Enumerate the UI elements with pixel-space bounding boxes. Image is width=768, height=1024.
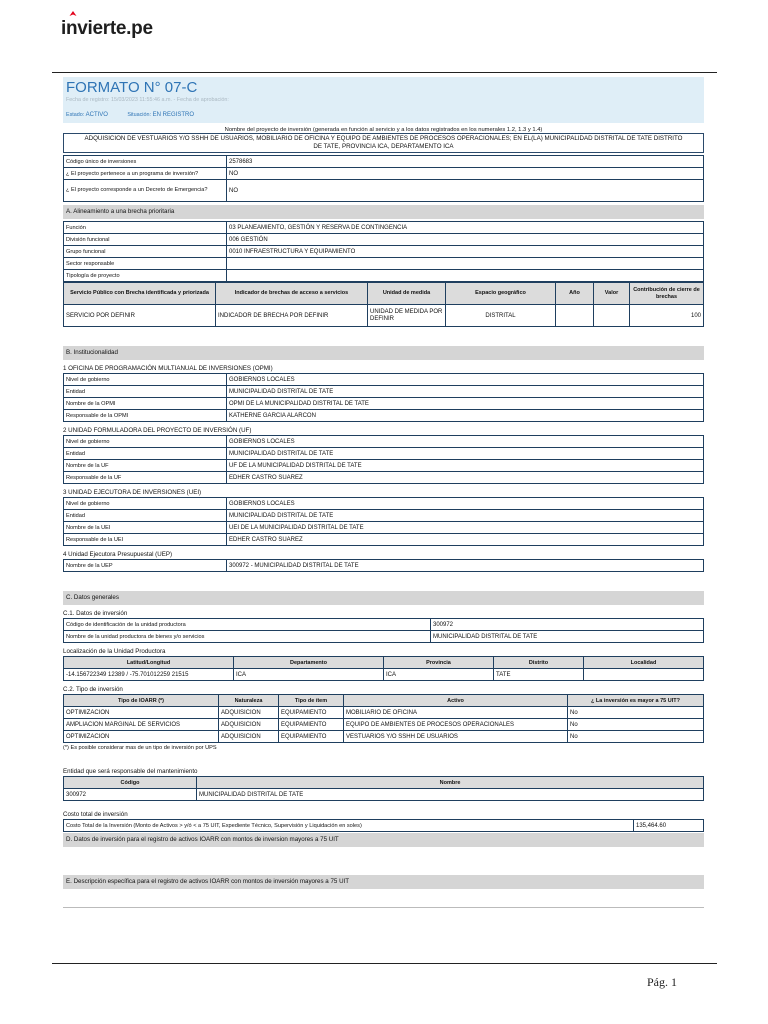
section-b-title: B. Institucionalidad bbox=[63, 346, 704, 360]
header-rule bbox=[52, 72, 717, 73]
table-row: Código único de inversiones 2578683 bbox=[64, 156, 704, 168]
tipo-inversion-note: (*) Es posible considerar mas de un tipo de inversión por UPS bbox=[63, 745, 217, 751]
logo-arrow-icon bbox=[69, 11, 77, 19]
section-e-title: E. Descripción específica para el registro de activos IOARR con montos de inversión mayores a 75 UIT bbox=[63, 875, 704, 889]
mantenimiento-title: Entidad que será responsable del mantenimiento bbox=[63, 768, 198, 775]
form-header bbox=[63, 77, 704, 123]
table-row: Nombre de la UF UF DE LA MUNICIPALIDAD DISTRITAL DE TATE bbox=[64, 460, 704, 472]
uei-title: 3 UNIDAD EJECUTORA DE INVERSIONES (UEI) bbox=[63, 489, 202, 496]
opmi-table bbox=[63, 373, 704, 422]
table-row: Nombre de la UEI UEI DE LA MUNICIPALIDAD DISTRITAL DE TATE bbox=[64, 522, 704, 534]
table-row: AMPLIACION MARGINAL DE SERVICIOS ADQUISICION EQUIPAMIENTO EQUIPO DE AMBIENTES DE PROCESOS OPERACIONALES No bbox=[64, 719, 704, 731]
table-row: Función 03 PLANEAMIENTO, GESTIÓN Y RESERVA DE CONTINGENCIA bbox=[64, 222, 704, 234]
costo-title: Costo total de inversión bbox=[63, 811, 128, 818]
table-row: Responsable de la UEI EDHER CASTRO SUAREZ bbox=[64, 534, 704, 546]
brecha-table bbox=[63, 282, 704, 327]
table-row: Responsable de la UF EDHER CASTRO SUAREZ bbox=[64, 472, 704, 484]
estado-value: ACTIVO bbox=[85, 112, 108, 118]
c2-title: C.2. Tipo de inversión bbox=[63, 686, 123, 693]
uf-title: 2 UNIDAD FORMULADORA DEL PROYECTO DE INVERSIÓN (UF) bbox=[63, 427, 252, 434]
alineamiento-table bbox=[63, 221, 704, 282]
table-row: ¿ El proyecto corresponde a un Decreto de Emergencia? NO bbox=[64, 180, 704, 202]
costo-table bbox=[63, 819, 704, 832]
table-row: 300972 MUNICIPALIDAD DISTRITAL DE TATE bbox=[64, 789, 704, 801]
project-heading: Nombre del proyecto de inversión (generada en función al servicio y a los datos registrados en los numerales 1.2, 1.3 y 1.4) bbox=[224, 127, 543, 133]
project-name: ADQUISICION DE VESTUARIOS Y/O SSHH DE USUARIOS, MOBILIARIO DE OFICINA Y EQUIPO DE AMBIENTES DE PROCESOS OPERACIONALES; EN EL(LA) MUNICIPALIDAD DISTRITAL DE TATE DISTRITO DE TATE, PROVINCIA ICA, DEPARTAMENTO ICA bbox=[63, 133, 704, 153]
logo-text: invierte.pe bbox=[61, 18, 153, 39]
table-row: Entidad MUNICIPALIDAD DISTRITAL DE TATE bbox=[64, 448, 704, 460]
estado-label: Estado: bbox=[66, 112, 85, 118]
uep-title: 4 Unidad Ejecutora Presupuestal (UEP) bbox=[63, 551, 173, 558]
localizacion-title: Localización de la Unidad Productora bbox=[63, 648, 166, 655]
table-row: Nombre de la unidad productora de bienes y/o servicios MUNICIPALIDAD DISTRITAL DE TATE bbox=[64, 631, 704, 643]
table-row: Tipología de proyecto bbox=[64, 270, 704, 282]
mantenimiento-table bbox=[63, 776, 704, 801]
table-row: Sector responsable bbox=[64, 258, 704, 270]
table-row: Nivel de gobierno GOBIERNOS LOCALES bbox=[64, 374, 704, 386]
c1-table bbox=[63, 618, 704, 643]
table-row: Nombre de la UEP 300972 - MUNICIPALIDAD DISTRITAL DE TATE bbox=[64, 560, 704, 572]
table-row: Código de identificación de la unidad productora 300972 bbox=[64, 619, 704, 631]
table-row: Nivel de gobierno GOBIERNOS LOCALES bbox=[64, 498, 704, 510]
uf-table bbox=[63, 435, 704, 484]
table-row: Responsable de la OPMI KATHERNE GARCIA ALARCON bbox=[64, 410, 704, 422]
table-header-row: Código Nombre bbox=[64, 777, 704, 789]
general-table bbox=[63, 155, 704, 202]
table-row: Grupo funcional 0010 INFRAESTRUCTURA Y EQUIPAMIENTO bbox=[64, 246, 704, 258]
situacion-value: EN REGISTRO bbox=[152, 112, 195, 118]
section-a-title: A. Alineamiento a una brecha prioritaria bbox=[63, 205, 704, 219]
table-row: Nombre de la OPMI OPMI DE LA MUNICIPALIDAD DISTRITAL DE TATE bbox=[64, 398, 704, 410]
invierte-logo bbox=[61, 18, 153, 40]
document-body bbox=[63, 77, 704, 908]
opmi-title: 1 OFICINA DE PROGRAMACIÓN MULTIANUAL DE INVERSIONES (OPMI) bbox=[63, 365, 273, 372]
costo-total-value: 135,464.60 bbox=[634, 820, 704, 832]
uep-table bbox=[63, 559, 704, 572]
section-divider bbox=[63, 907, 704, 908]
section-c-title: C. Datos generales bbox=[63, 591, 704, 605]
table-row: Costo Total de la Inversión (Monto de Activos > y/ó < a 75 UIT, Expediente Técnico, Supervisión y Liquidación en soles) 135,464.60 bbox=[64, 820, 704, 832]
table-header-row: Latitud/Longitud Departamento Provincia Distrito Localidad bbox=[64, 657, 704, 669]
table-row: Nivel de gobierno GOBIERNOS LOCALES bbox=[64, 436, 704, 448]
page-number: Pág. 1 bbox=[647, 975, 677, 989]
status-line bbox=[66, 112, 701, 118]
situacion-label: Situación: bbox=[127, 112, 151, 118]
table-header-row: Servicio Público con Brecha identificada y priorizada Indicador de brechas de acceso a servicios Unidad de medida Espacio geográfico Año Valor Contribución de cierre de brechas bbox=[64, 283, 704, 305]
table-row: OPTIMIZACION ADQUISICION EQUIPAMIENTO VESTUARIOS Y/O SSHH DE USUARIOS No bbox=[64, 731, 704, 743]
registration-date: Fecha de registro: 15/03/2023 11:55:46 a.m. - Fecha de aprobación: bbox=[66, 97, 229, 103]
tipo-inversion-table bbox=[63, 694, 704, 743]
localizacion-table bbox=[63, 656, 704, 681]
form-title: FORMATO N° 07-C bbox=[66, 79, 198, 96]
table-row: Entidad MUNICIPALIDAD DISTRITAL DE TATE bbox=[64, 386, 704, 398]
table-row: División funcional 006 GESTIÓN bbox=[64, 234, 704, 246]
table-row: Entidad MUNICIPALIDAD DISTRITAL DE TATE bbox=[64, 510, 704, 522]
section-d-title: D. Datos de inversión para el registro de activos IOARR con montos de inversion mayores a 75 UIT bbox=[63, 833, 704, 847]
table-row: ¿ El proyecto pertenece a un programa de inversión? NO bbox=[64, 168, 704, 180]
table-row: -14.156722349 12389 / -75.701012259 21515 ICA ICA TATE bbox=[64, 669, 704, 681]
footer-rule bbox=[52, 963, 717, 964]
table-header-row: Tipo de IOARR (*) Naturaleza Tipo de ítem Activo ¿ La inversión es mayor a 75 UIT? bbox=[64, 695, 704, 707]
table-row: SERVICIO POR DEFINIR INDICADOR DE BRECHA POR DEFINIR UNIDAD DE MEDIDA POR DEFINIR DISTRITAL 100 bbox=[64, 305, 704, 327]
table-row: OPTIMIZACION ADQUISICION EQUIPAMIENTO MOBILIARIO DE OFICINA No bbox=[64, 707, 704, 719]
c1-title: C.1. Datos de inversión bbox=[63, 610, 128, 617]
uei-table bbox=[63, 497, 704, 546]
